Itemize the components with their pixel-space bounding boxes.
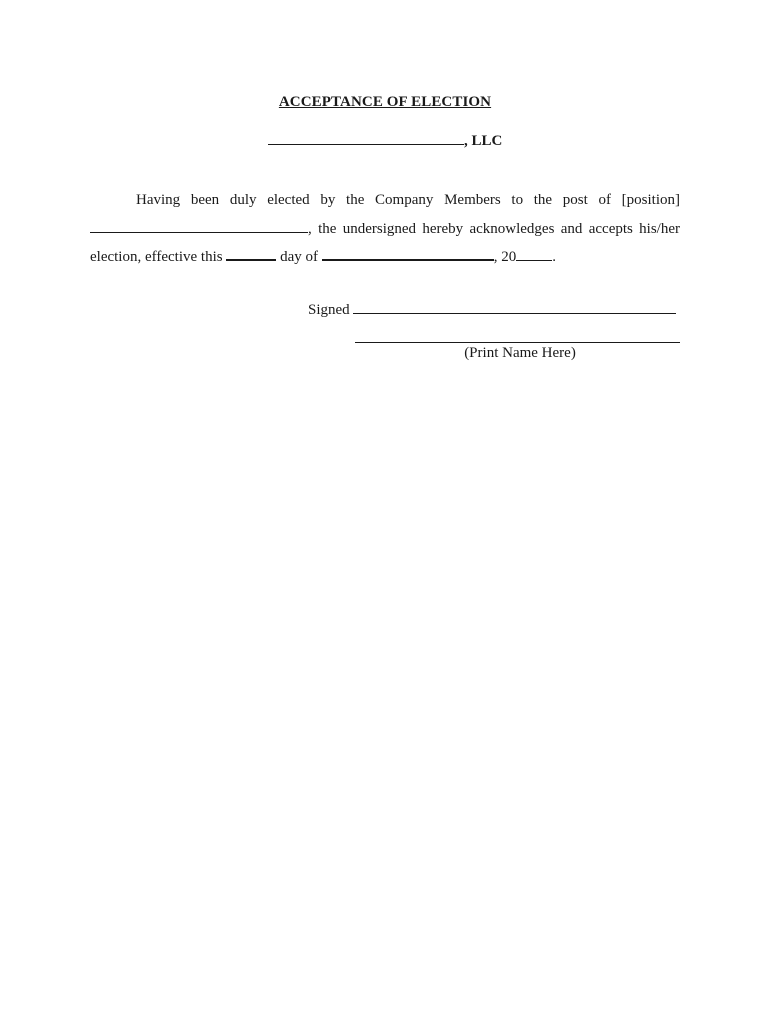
- document-title: ACCEPTANCE OF ELECTION: [278, 94, 492, 110]
- day-of-text: day of: [280, 249, 318, 265]
- position-blank[interactable]: [90, 219, 308, 233]
- day-blank[interactable]: [226, 246, 276, 261]
- print-name-blank[interactable]: [355, 342, 680, 343]
- print-name-caption: (Print Name Here): [464, 345, 576, 361]
- company-name-line: [268, 130, 502, 150]
- month-blank[interactable]: [322, 246, 494, 261]
- paragraph-line-3: [90, 246, 680, 266]
- company-name-blank[interactable]: [268, 130, 464, 145]
- llc-suffix: , LLC: [464, 133, 503, 149]
- acknowledgement-text: , the undersigned hereby acknowledges and accepts his/her: [308, 221, 680, 237]
- signed-label: Signed: [308, 302, 350, 318]
- year-blank[interactable]: [516, 247, 552, 261]
- effective-text: election, effective this: [90, 249, 223, 265]
- paragraph-line-2: [90, 219, 680, 238]
- signature-blank[interactable]: [353, 299, 676, 314]
- year-prefix-text: , 20: [493, 249, 517, 265]
- paragraph-line-1: Having been duly elected by the Company Members to the post of [position]: [136, 192, 680, 208]
- sentence-end: .: [552, 249, 556, 265]
- signature-row: [308, 299, 676, 319]
